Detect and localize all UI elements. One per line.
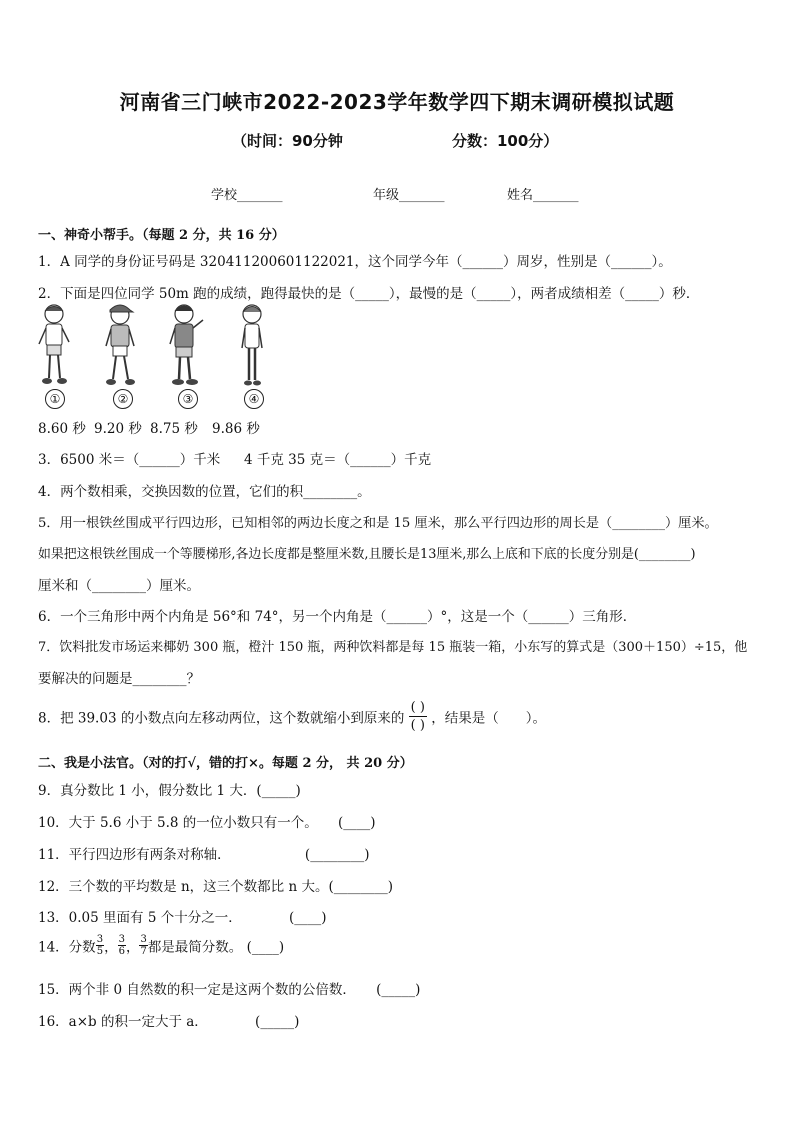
question-5c: 厘米和（________）厘米。	[38, 578, 200, 594]
question-6: 6．一个三角形中两个内角是 56°和 74°，另一个内角是（______）°，这是一个（______）三角形．	[38, 609, 637, 625]
fraction-3-5: $\frac{3}{5}$	[96, 934, 104, 957]
runner-3-time: 8.75 秒	[150, 421, 198, 437]
page-title: 河南省三门峡市2022-2023学年数学四下期末调研模拟试题	[119, 90, 675, 114]
question-5a: 5．用一根铁丝围成平行四边形，已知相邻的两边长度之和是 15 厘米，那么平行四边形的周长是（________）厘米。	[38, 516, 718, 531]
total-score: 分数：100分）	[452, 132, 559, 150]
name-field[interactable]: 姓名_______	[507, 188, 579, 203]
question-5b: 如果把这根铁丝围成一个等腰梯形,各边长度都是整厘米数,且腰长是13厘米,那么上底和下底的长度分别是(________)	[38, 547, 696, 562]
question-15: 15．两个非 0 自然数的积一定是这两个数的公倍数． (_____)	[38, 982, 421, 998]
runner-1-number: ①	[45, 389, 65, 409]
runner-4-figure	[232, 300, 272, 388]
runner-1-time: 8.60 秒	[38, 421, 86, 437]
school-field[interactable]: 学校_______	[211, 188, 283, 203]
runner-3-figure	[166, 300, 206, 388]
grade-field[interactable]: 年级_______	[373, 188, 445, 203]
question-3a: 3．6500 米＝（______）千米	[38, 452, 221, 468]
question-14-tail: 都是最简分数。 (____)	[147, 939, 285, 956]
question-1: 1．A 同学的身份证号码是 320411200601122021，这个同学今年（______）周岁，性别是（______）。	[38, 254, 672, 270]
question-8-fraction: ( ) ( )	[410, 700, 425, 733]
runner-figures	[30, 300, 280, 416]
question-8-text: 8．把 39.03 的小数点向左移动两位，这个数就缩小到原来的	[38, 710, 405, 727]
question-10: 10．大于 5.6 小于 5.8 的一位小数只有一个。 (____)	[38, 815, 376, 831]
question-16: 16．a×b 的积一定大于 a． (_____)	[38, 1014, 300, 1030]
time-limit: （时间：90分钟	[232, 132, 343, 150]
question-11: 11．平行四边形有两条对称轴． (________)	[38, 847, 370, 863]
question-2: 2．下面是四位同学 50m 跑的成绩，跑得最快的是（_____），最慢的是（_____），两者成绩相差（_____）秒．	[38, 286, 700, 302]
runner-2-figure	[100, 300, 140, 388]
fraction-3-6: $\frac{3}{6}$	[118, 934, 125, 957]
question-7b: 要解决的问题是________？	[38, 671, 200, 687]
question-13: 13．0.05 里面有 5 个十分之一． (____)	[38, 910, 327, 926]
question-14-text: 14．分数	[38, 939, 96, 956]
question-9: 9．真分数比 1 小，假分数比 1 大．(_____)	[38, 783, 301, 799]
question-14: 14．分数 $\frac{3}{5}$ ， $\frac{3}{6}$ ， $\frac{3}{7}$ 都是最简分数。 (____)	[38, 934, 285, 957]
question-8-result: ，结果是（ ）。	[431, 710, 546, 727]
runner-2-number: ②	[113, 389, 133, 409]
question-8	[38, 699, 546, 734]
section2-title: 二、我是小法官。（对的打√，错的打×。每题 2 分， 共 20 分）	[38, 756, 413, 771]
question-7a: 7．饮料批发市场运来椰奶 300 瓶，橙汁 150 瓶，两种饮料都是每 15 瓶装一箱，小东写的算式是（300＋150）÷15，他	[38, 640, 748, 655]
runner-2-time: 9.20 秒	[94, 421, 142, 437]
question-3b: 4 千克 35 克＝（______）千克	[244, 452, 432, 468]
runner-4-number: ④	[244, 389, 264, 409]
question-12: 12．三个数的平均数是 n，这三个数都比 n 大。(________)	[38, 879, 393, 895]
section1-title: 一、神奇小帮手。（每题 2 分，共 16 分）	[38, 228, 285, 243]
runner-4-time: 9.86 秒	[212, 421, 260, 437]
question-4: 4．两个数相乘，交换因数的位置，它们的积________。	[38, 484, 371, 500]
fraction-3-7: $\frac{3}{7}$	[140, 934, 147, 957]
runner-3-number: ③	[178, 389, 198, 409]
runner-1-figure	[34, 300, 74, 388]
